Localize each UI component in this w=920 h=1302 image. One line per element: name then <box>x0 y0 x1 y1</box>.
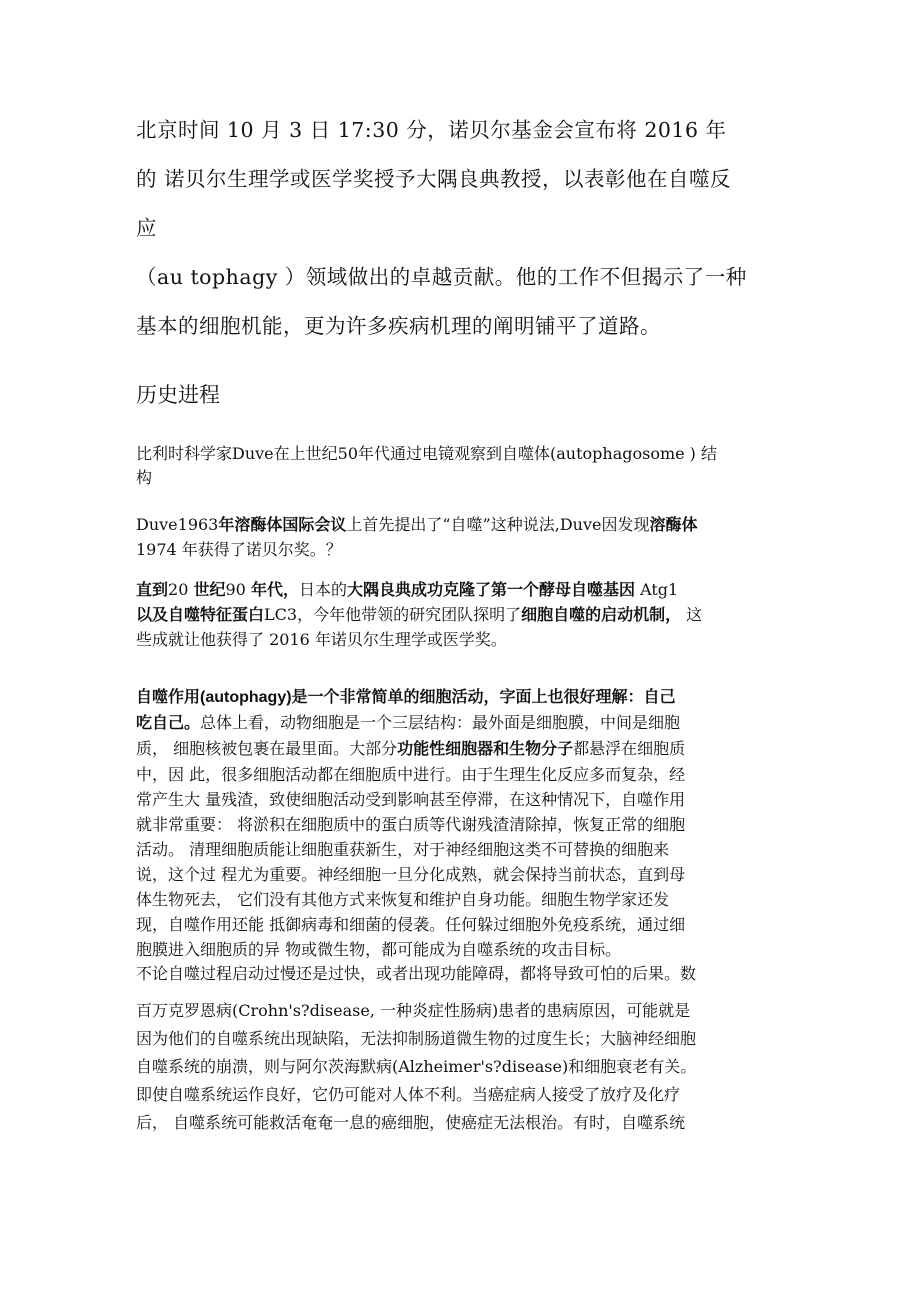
ohsumi-paragraph <box>136 577 788 652</box>
paragraph-line: 因为他们的自噬系统出现缺陷，无法抑制肠道微生物的过度生长；大脑神经细胞 <box>136 1029 697 1048</box>
paragraph-line <box>136 512 788 537</box>
text-run: 20 <box>168 580 194 599</box>
bold-run: 年溶酶体国际会议 <box>218 515 347 534</box>
paragraph-line <box>136 710 788 736</box>
paragraph-line: 构 <box>136 468 153 487</box>
paragraph-line: 比利时科学家Duve在上世纪50年代通过电镜观察到自噬体(autophagosome ) 结 <box>136 444 718 463</box>
paragraph-line: 1974 年获得了诺贝尔奖。？ <box>136 540 342 559</box>
duve-observation-paragraph <box>136 442 788 490</box>
bold-run: 直到 <box>136 580 169 599</box>
intro-paragraph <box>136 106 788 351</box>
paragraph-line: 就非常重要： 将淤积在细胞质中的蛋白质等代谢残渣清除掉，恢复正常的细胞 <box>136 815 686 834</box>
bold-run: 功能性细胞器和生物分子 <box>397 741 574 758</box>
bold-run: 细胞自噬的启动机制， <box>521 605 682 624</box>
bold-run: 年代， <box>250 580 299 599</box>
bold-run: 吃自己。 <box>136 715 201 732</box>
text-run: 上首先提出了“自噬”这种说法,Duve因发现 <box>346 515 650 534</box>
paragraph-line: 些成就让他获得了 2016 年诺贝尔生理学或医学奖。 <box>136 630 507 649</box>
consequence-paragraph <box>136 961 788 986</box>
text-run: Duve1963 <box>136 515 219 534</box>
intro-line: 应 <box>136 216 157 240</box>
paragraph-line: 百万克罗恩病(Crohn's?disease, 一种炎症性肠病)患者的患病原因，可能就是 <box>136 1001 691 1020</box>
intro-line: 基本的细胞机能，更为许多疾病机理的阐明铺平了道路。 <box>136 314 661 338</box>
paragraph-line <box>136 736 788 762</box>
intro-line: 北京时间 10 月 3 日 17:30 分，诺贝尔基金会宣布将 2016 年 <box>136 118 727 142</box>
paragraph-line: 活动。 清理细胞质能让细胞重获新生，对于神经细胞这类不可替换的细胞来 <box>136 840 670 859</box>
paragraph-line <box>136 577 788 602</box>
bold-run: 溶酶体 <box>649 515 698 534</box>
bold-run: 大隅良典成功克隆了第一个酵母自噬基因 <box>346 580 635 599</box>
intro-line: （au tophagy ）领域做出的卓越贡献。他的工作不但揭示了一种 <box>136 265 747 289</box>
paragraph-line: 体生物死去， 它们没有其他方式来恢复和维护自身功能。细胞生物学家还发 <box>136 890 670 909</box>
text-run: 90 <box>225 580 251 599</box>
paragraph-line: 后， 自噬系统可能救活奄奄一息的癌细胞，使癌症无法根治。有时，自噬系统 <box>136 1113 686 1132</box>
paragraph-line: 胞膜进入细胞质的异 物或微生物，都可能成为自噬系统的攻击目标。 <box>136 940 622 959</box>
bold-run: 世纪 <box>193 580 226 599</box>
bold-run: 自噬作用(autophagy)是一个非常简单的细胞活动，字面上也很好理解：自己 <box>136 689 676 706</box>
paragraph-line <box>136 684 788 710</box>
disease-paragraph <box>136 997 788 1137</box>
paragraph-line: 中，因 此，很多细胞活动都在细胞质中进行。由于生理生化反应多而复杂，经 <box>136 765 686 784</box>
duve-1963-paragraph <box>136 512 788 562</box>
paragraph-line: 即使自噬系统运作良好，它仍可能对人体不利。当癌症病人接受了放疗及化疗 <box>136 1085 681 1104</box>
paragraph-line <box>136 602 788 627</box>
paragraph-line: 常产生大 量残渣，致使细胞活动受到影响甚至停滞，在这种情况下，自噬作用 <box>136 790 686 809</box>
text-run: Atg1 <box>634 580 679 599</box>
text-run: 质， 细胞核被包裹在最里面。大部分 <box>136 739 398 758</box>
paragraph-line: 自噬系统的崩溃，则与阿尔茨海默病(Alzheimer's?disease)和细胞衰老有关。 <box>136 1057 697 1076</box>
bold-run: 以及自噬特征蛋白 <box>136 605 265 624</box>
text-run: 都悬浮在细胞质 <box>573 739 686 758</box>
text-run: 日本的 <box>298 580 347 599</box>
autophagy-explain-paragraph <box>136 684 788 962</box>
history-heading: 历史进程 <box>136 383 220 407</box>
text-run: 总体上看，动物细胞是一个三层结构：最外面是细胞膜，中间是细胞 <box>200 713 681 732</box>
paragraph-line: 说，这个过 程尤为重要。神经细胞一旦分化成熟，就会保持当前状态，直到母 <box>136 865 686 884</box>
text-run: LC3，今年他带领的研究团队探明了 <box>264 605 522 624</box>
intro-line: 的 诺贝尔生理学或医学奖授予大隅良典教授，以表彰他在自噬反 <box>136 167 732 191</box>
text-run: 这 <box>681 605 703 624</box>
paragraph-line: 不论自噬过程启动过慢还是过快，或者出现功能障碍，都将导致可怕的后果。数 <box>136 964 697 983</box>
paragraph-line: 现，自噬作用还能 抵御病毒和细菌的侵袭。任何躲过细胞外免疫系统，通过细 <box>136 915 686 934</box>
